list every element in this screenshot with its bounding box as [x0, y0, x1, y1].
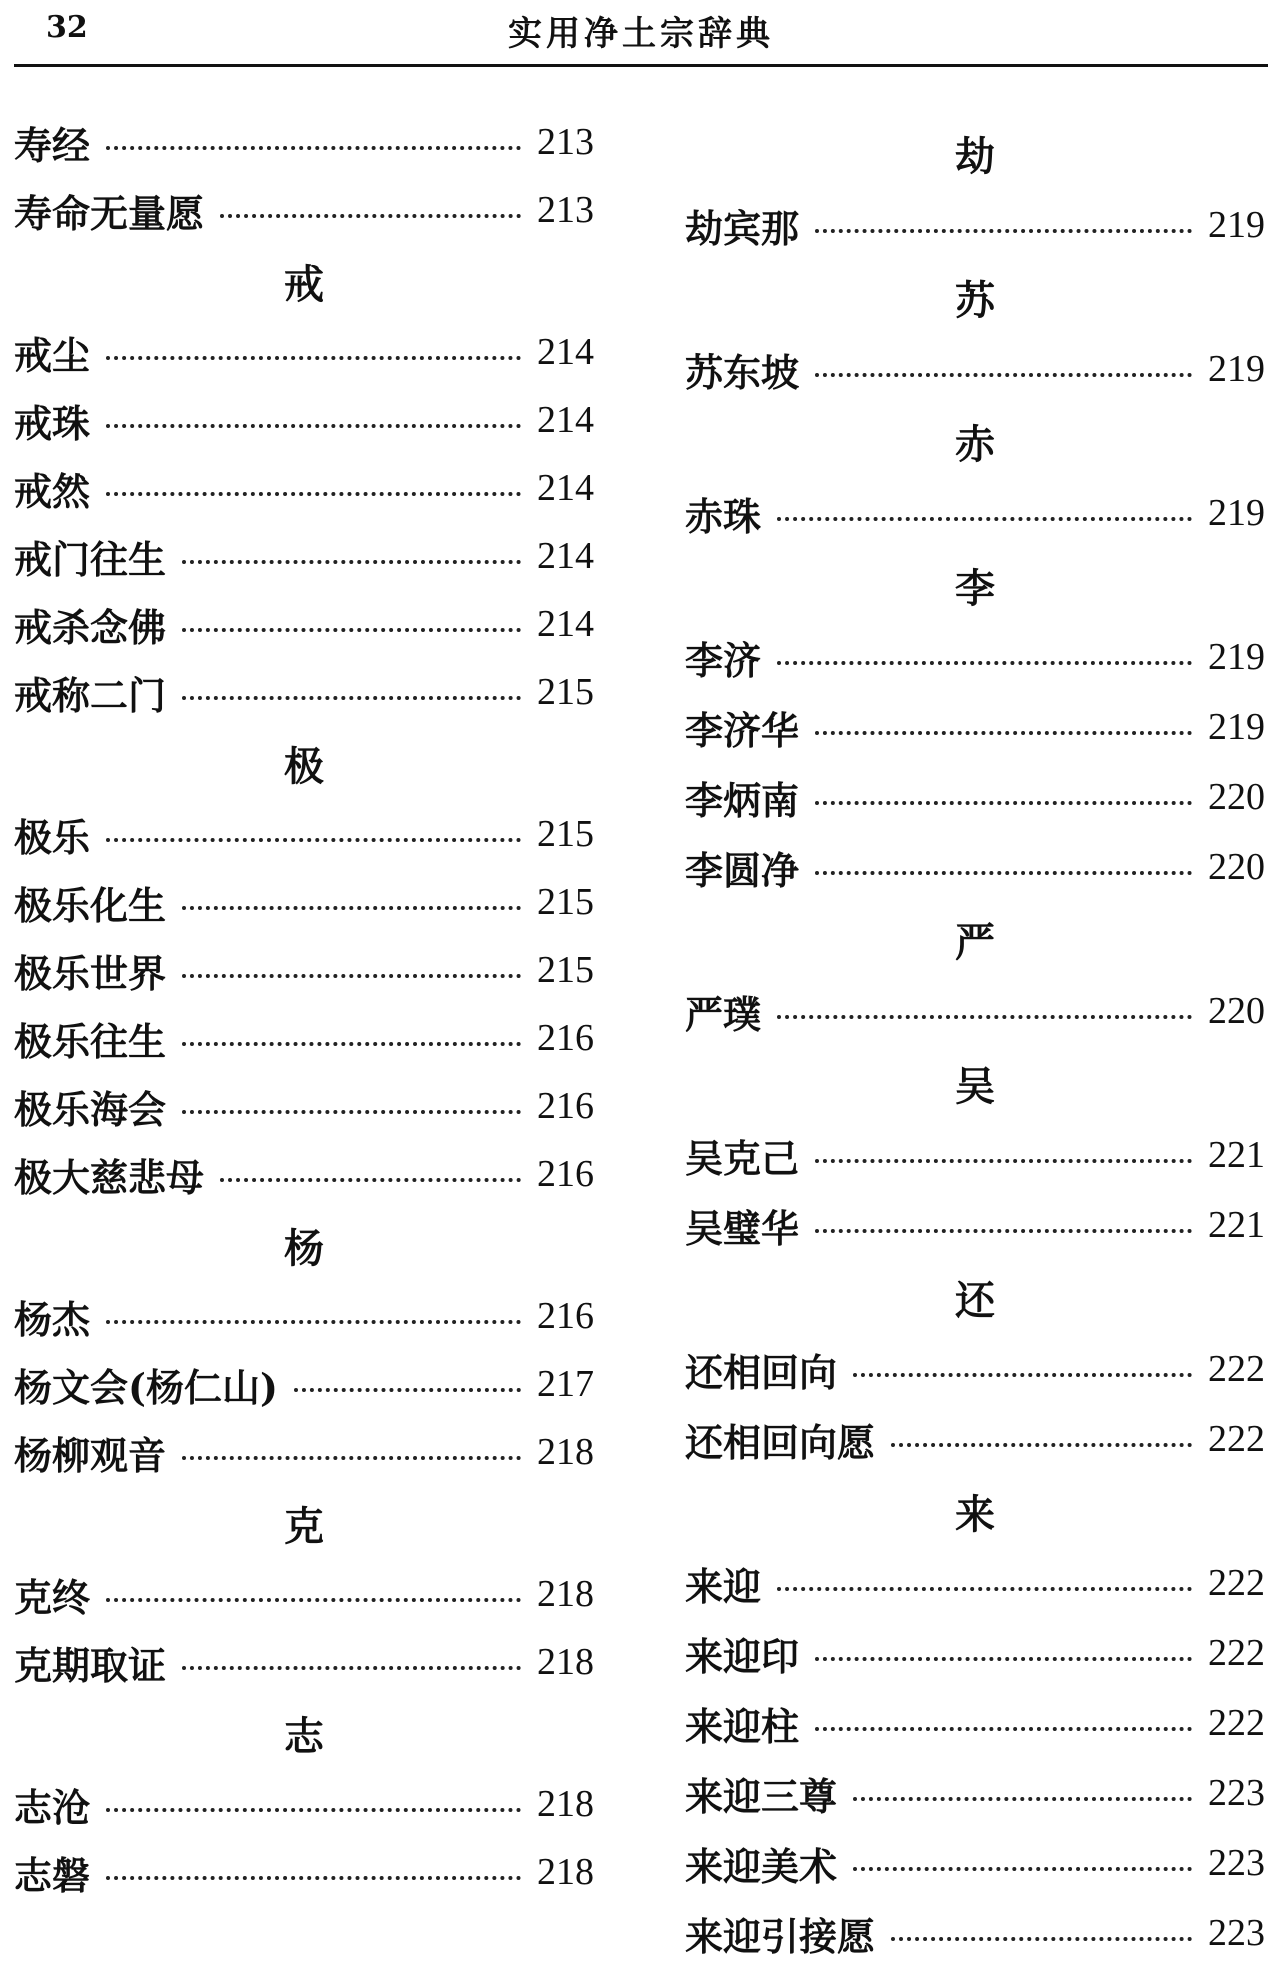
index-entry: [14, 936, 594, 1004]
dot-leader: [182, 906, 521, 910]
dot-leader: [815, 1229, 1192, 1233]
entry-term: 吴克己: [685, 1135, 800, 1181]
dot-leader: [815, 1727, 1192, 1731]
entry-term: 极大慈悲母: [14, 1154, 205, 1200]
dot-leader: [777, 517, 1192, 521]
entry-page-number: 222: [1208, 1348, 1265, 1390]
section-heading: 克: [284, 1502, 324, 1550]
entry-page-number: 215: [537, 881, 594, 923]
dot-leader: [106, 1598, 521, 1602]
section-heading: 严: [955, 918, 995, 966]
entry-page-number: 222: [1208, 1562, 1265, 1604]
dot-leader: [777, 1587, 1192, 1591]
entry-term: 戒珠: [14, 400, 91, 446]
dot-leader: [815, 1657, 1192, 1661]
entry-page-number: 218: [537, 1783, 594, 1825]
entry-term: 劫宾那: [685, 205, 800, 251]
section-heading: 杨: [284, 1224, 324, 1272]
entry-page-number: 223: [1208, 1912, 1265, 1954]
entry-page-number: 214: [537, 331, 594, 373]
section-heading: 吴: [955, 1062, 995, 1110]
entry-page-number: 215: [537, 671, 594, 713]
entry-page-number: 216: [537, 1295, 594, 1337]
entry-page-number: 218: [537, 1573, 594, 1615]
index-entry: [685, 976, 1265, 1046]
index-entry: [14, 1140, 594, 1208]
entry-term: 杨柳观音: [14, 1432, 167, 1478]
entry-term: 戒门往生: [14, 536, 167, 582]
entry-term: 来迎印: [685, 1633, 800, 1679]
index-entry: [685, 1758, 1265, 1828]
entry-term: 来迎美术: [685, 1843, 838, 1889]
index-entry: [685, 1404, 1265, 1474]
index-entry: [685, 1688, 1265, 1758]
entry-page-number: 222: [1208, 1702, 1265, 1744]
entry-term: 戒尘: [14, 332, 91, 378]
entry-page-number: 213: [537, 189, 594, 231]
entry-page-number: 216: [537, 1153, 594, 1195]
entry-term: 来迎柱: [685, 1703, 800, 1749]
entry-page-number: 221: [1208, 1204, 1265, 1246]
index-entry: [14, 590, 594, 658]
entry-page-number: 223: [1208, 1842, 1265, 1884]
dot-leader: [815, 801, 1192, 805]
entry-term: 极乐海会: [14, 1086, 167, 1132]
index-entry: [685, 478, 1265, 548]
section-heading: 志: [284, 1712, 324, 1760]
entry-page-number: 216: [537, 1085, 594, 1127]
entry-page-number: 218: [537, 1641, 594, 1683]
index-entry: [685, 832, 1265, 902]
section-heading: 极: [284, 742, 324, 790]
index-entry: [14, 176, 594, 244]
entry-term: 李济: [685, 637, 762, 683]
entry-term: 志沧: [14, 1784, 91, 1830]
dot-leader: [777, 1015, 1192, 1019]
dot-leader: [182, 696, 521, 700]
index-entry: [14, 1282, 594, 1350]
index-entry: [14, 1004, 594, 1072]
dot-leader: [106, 424, 521, 428]
dot-leader: [294, 1388, 521, 1392]
index-entry: [14, 800, 594, 868]
dot-leader: [815, 373, 1192, 377]
section-heading: 戒: [284, 260, 324, 308]
entry-page-number: 219: [1208, 636, 1265, 678]
index-entry: [14, 1072, 594, 1140]
index-entry: [14, 1418, 594, 1486]
dot-leader: [106, 1876, 521, 1880]
index-entry: [685, 1334, 1265, 1404]
entry-term: 极乐化生: [14, 882, 167, 928]
entry-term: 赤珠: [685, 493, 762, 539]
entry-page-number: 219: [1208, 348, 1265, 390]
entry-term: 极乐: [14, 814, 91, 860]
entry-term: 戒然: [14, 468, 91, 514]
index-entry: [14, 658, 594, 726]
dot-leader: [815, 1159, 1192, 1163]
section-heading: 赤: [955, 420, 995, 468]
right-index-column: [685, 116, 1265, 1968]
index-entry: [14, 1560, 594, 1628]
dot-leader: [106, 838, 521, 842]
entry-term: 寿命无量愿: [14, 190, 205, 236]
left-index-column: [14, 108, 594, 1906]
dot-leader: [891, 1443, 1192, 1447]
dot-leader: [106, 356, 521, 360]
index-entry: [685, 1618, 1265, 1688]
dot-leader: [106, 1808, 521, 1812]
entry-term: 杨杰: [14, 1296, 91, 1342]
book-title: 实用净土宗辞典: [508, 14, 774, 54]
entry-term: 李炳南: [685, 777, 800, 823]
index-entry: [14, 522, 594, 590]
dot-leader: [182, 1666, 521, 1670]
dot-leader: [891, 1937, 1192, 1941]
entry-term: 还相回向愿: [685, 1419, 876, 1465]
entry-page-number: 221: [1208, 1134, 1265, 1176]
section-heading: 来: [955, 1490, 995, 1538]
section-heading: 苏: [955, 276, 995, 324]
index-entry: [685, 1190, 1265, 1260]
index-entry: [685, 190, 1265, 260]
index-entry: [14, 1350, 594, 1418]
index-entry: [14, 1838, 594, 1906]
entry-term: 吴璧华: [685, 1205, 800, 1251]
entry-page-number: 215: [537, 949, 594, 991]
entry-page-number: 216: [537, 1017, 594, 1059]
index-entry: [685, 622, 1265, 692]
entry-page-number: 215: [537, 813, 594, 855]
entry-page-number: 219: [1208, 706, 1265, 748]
entry-page-number: 214: [537, 603, 594, 645]
entry-page-number: 220: [1208, 846, 1265, 888]
entry-page-number: 214: [537, 467, 594, 509]
entry-term: 极乐往生: [14, 1018, 167, 1064]
entry-term: 志磐: [14, 1852, 91, 1898]
dot-leader: [106, 492, 521, 496]
dot-leader: [106, 1320, 521, 1324]
dot-leader: [182, 560, 521, 564]
index-entry: [14, 454, 594, 522]
dot-leader: [815, 731, 1192, 735]
entry-page-number: 219: [1208, 204, 1265, 246]
dot-leader: [220, 1178, 521, 1182]
dot-leader: [853, 1867, 1192, 1871]
entry-page-number: 220: [1208, 990, 1265, 1032]
entry-term: 极乐世界: [14, 950, 167, 996]
entry-term: 来迎引接愿: [685, 1913, 876, 1959]
entry-page-number: 214: [537, 535, 594, 577]
index-entry: [685, 1548, 1265, 1618]
entry-term: 戒称二门: [14, 672, 167, 718]
entry-page-number: 219: [1208, 492, 1265, 534]
entry-page-number: 220: [1208, 776, 1265, 818]
index-entry: [685, 762, 1265, 832]
section-heading: 劫: [955, 132, 995, 180]
entry-page-number: 223: [1208, 1772, 1265, 1814]
page-number: 32: [46, 10, 88, 45]
index-entry: [14, 1770, 594, 1838]
entry-page-number: 214: [537, 399, 594, 441]
index-entry: [14, 108, 594, 176]
index-entry: [685, 1898, 1265, 1968]
index-entry: [14, 386, 594, 454]
entry-page-number: 213: [537, 121, 594, 163]
entry-page-number: 222: [1208, 1418, 1265, 1460]
dot-leader: [815, 229, 1192, 233]
dot-leader: [182, 974, 521, 978]
dot-leader: [182, 628, 521, 632]
dot-leader: [106, 146, 521, 150]
entry-term: 来迎: [685, 1563, 762, 1609]
index-entry: [685, 1828, 1265, 1898]
entry-page-number: 222: [1208, 1632, 1265, 1674]
dot-leader: [853, 1797, 1192, 1801]
entry-term: 来迎三尊: [685, 1773, 838, 1819]
section-heading: 李: [955, 564, 995, 612]
entry-term: 克终: [14, 1574, 91, 1620]
entry-term: 戒杀念佛: [14, 604, 167, 650]
entry-page-number: 218: [537, 1851, 594, 1893]
entry-term: 寿经: [14, 122, 91, 168]
entry-term: 严璞: [685, 991, 762, 1037]
index-entry: [14, 318, 594, 386]
index-entry: [685, 1120, 1265, 1190]
dot-leader: [182, 1456, 521, 1460]
index-entry: [685, 692, 1265, 762]
header-rule: [14, 64, 1268, 67]
dot-leader: [182, 1110, 521, 1114]
dot-leader: [777, 661, 1192, 665]
dot-leader: [220, 214, 521, 218]
dot-leader: [853, 1373, 1192, 1377]
entry-term: 克期取证: [14, 1642, 167, 1688]
entry-term: 李济华: [685, 707, 800, 753]
index-entry: [14, 868, 594, 936]
entry-page-number: 218: [537, 1431, 594, 1473]
entry-term: 苏东坡: [685, 349, 800, 395]
dot-leader: [815, 871, 1192, 875]
entry-term: 还相回向: [685, 1349, 838, 1395]
entry-term: 李圆净: [685, 847, 800, 893]
entry-term: 杨文会(杨仁山): [14, 1364, 278, 1410]
entry-page-number: 217: [537, 1363, 594, 1405]
index-entry: [685, 334, 1265, 404]
index-entry: [14, 1628, 594, 1696]
dot-leader: [182, 1042, 521, 1046]
section-heading: 还: [955, 1276, 995, 1324]
